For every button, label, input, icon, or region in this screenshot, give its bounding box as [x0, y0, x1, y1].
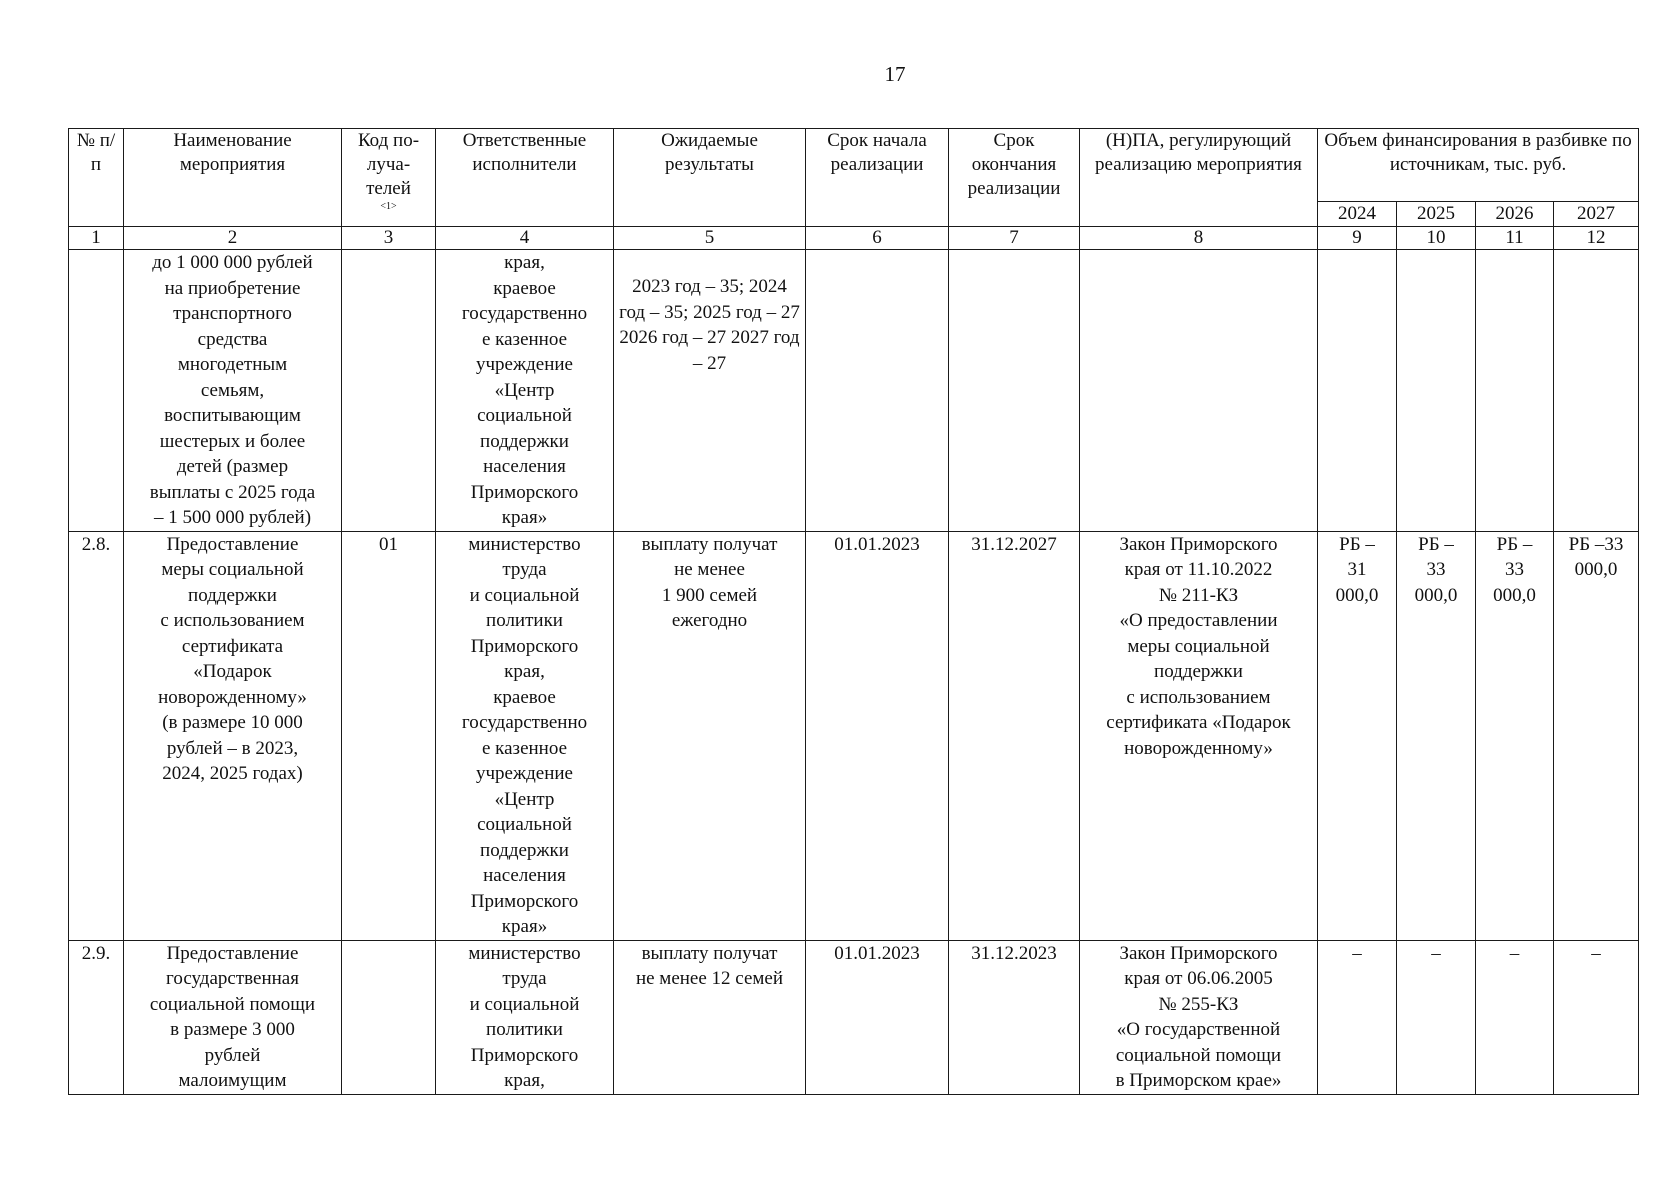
header-recipient-code — [342, 129, 436, 227]
cell-start-date: 01.01.2023 — [806, 531, 949, 940]
column-number: 11 — [1476, 227, 1554, 250]
cell-end-date: 31.12.2023 — [949, 940, 1080, 1094]
cell-end-date: 31.12.2027 — [949, 531, 1080, 940]
column-number: 4 — [436, 227, 614, 250]
cell-spacer — [617, 250, 802, 274]
cell-funding-2025 — [1397, 250, 1476, 532]
header-year: 2024 — [1318, 202, 1397, 227]
header-year: 2027 — [1554, 202, 1639, 227]
cell-num — [69, 250, 124, 532]
column-number: 1 — [69, 227, 124, 250]
cell-npa: Закон Приморского края от 06.06.2005 № 255-КЗ «О государственной социальной помощи в Приморском крае» — [1080, 940, 1318, 1094]
header-funding: Объем финансирования в разбивке по источникам, тыс. руб. — [1318, 129, 1639, 202]
cell-num: 2.8. — [69, 531, 124, 940]
column-number: 3 — [342, 227, 436, 250]
cell-start-date — [806, 250, 949, 532]
cell-funding-2026 — [1476, 250, 1554, 532]
cell-results-text: 2023 год – 35; 2024 год – 35; 2025 год – 27 2026 год – 27 2027 год – 27 — [619, 276, 800, 374]
header-start-date: Срок начала реализации — [806, 129, 949, 227]
cell-funding-2026: – — [1476, 940, 1554, 1094]
table-row — [69, 250, 1639, 532]
program-activities-table — [68, 128, 1639, 1095]
header-year: 2026 — [1476, 202, 1554, 227]
cell-results — [614, 250, 806, 532]
cell-results: выплату получат не менее 12 семей — [614, 940, 806, 1094]
table-row — [69, 940, 1639, 1094]
cell-funding-2027 — [1554, 250, 1639, 532]
cell-funding-2024 — [1318, 250, 1397, 532]
cell-funding-2024: – — [1318, 940, 1397, 1094]
cell-executors: министерство труда и социальной политики Приморского края, — [436, 940, 614, 1094]
table-row — [69, 531, 1639, 940]
cell-funding-2025: РБ – 33 000,0 — [1397, 531, 1476, 940]
header-recipient-code-label: Код по-луча-телей — [357, 130, 420, 199]
header-activity-name: Наименование мероприятия — [124, 129, 342, 227]
header-year: 2025 — [1397, 202, 1476, 227]
header-npa: (Н)ПА, регулирующий реализацию мероприятия — [1080, 129, 1318, 227]
cell-start-date: 01.01.2023 — [806, 940, 949, 1094]
cell-funding-2026: РБ – 33 000,0 — [1476, 531, 1554, 940]
cell-funding-2024: РБ – 31 000,0 — [1318, 531, 1397, 940]
column-number: 8 — [1080, 227, 1318, 250]
page-number: 17 — [884, 62, 906, 86]
column-number: 9 — [1318, 227, 1397, 250]
cell-executors: министерство труда и социальной политики Приморского края, краевое государственно е казенное учреждение «Центр социальной поддержки населения Приморского края» — [436, 531, 614, 940]
column-number: 7 — [949, 227, 1080, 250]
cell-funding-2027: РБ –33 000,0 — [1554, 531, 1639, 940]
cell-recipient-code — [342, 250, 436, 532]
cell-results: выплату получат не менее 1 900 семей ежегодно — [614, 531, 806, 940]
cell-npa — [1080, 250, 1318, 532]
column-number: 6 — [806, 227, 949, 250]
header-recipient-code-note: <1> — [380, 201, 397, 212]
cell-npa: Закон Приморского края от 11.10.2022 № 211-КЗ «О предоставлении меры социальной поддержки с использованием сертификата «Подарок новорожденному» — [1080, 531, 1318, 940]
column-number: 12 — [1554, 227, 1639, 250]
cell-activity-name: до 1 000 000 рублей на приобретение транспортного средства многодетным семьям, воспитывающим шестерых и более детей (размер выплаты с 2025 года – 1 500 000 рублей) — [124, 250, 342, 532]
cell-num: 2.9. — [69, 940, 124, 1094]
cell-funding-2027: – — [1554, 940, 1639, 1094]
header-executors: Ответственные исполнители — [436, 129, 614, 227]
header-num: № п/п — [69, 129, 124, 227]
cell-funding-2025: – — [1397, 940, 1476, 1094]
column-number: 5 — [614, 227, 806, 250]
header-results: Ожидаемые результаты — [614, 129, 806, 227]
cell-executors: края, краевое государственно е казенное учреждение «Центр социальной поддержки населения Приморского края» — [436, 250, 614, 532]
cell-activity-name: Предоставление государственная социальной помощи в размере 3 000 рублей малоимущим — [124, 940, 342, 1094]
column-number-row — [69, 227, 1639, 250]
column-number: 2 — [124, 227, 342, 250]
cell-recipient-code: 01 — [342, 531, 436, 940]
cell-activity-name: Предоставление меры социальной поддержки с использованием сертификата «Подарок новорожденному» (в размере 10 000 рублей – в 2023, 2024, 2025 годах) — [124, 531, 342, 940]
column-number: 10 — [1397, 227, 1476, 250]
cell-recipient-code — [342, 940, 436, 1094]
header-end-date: Срок окончания реализации — [949, 129, 1080, 227]
cell-end-date — [949, 250, 1080, 532]
table-header — [69, 129, 1639, 227]
